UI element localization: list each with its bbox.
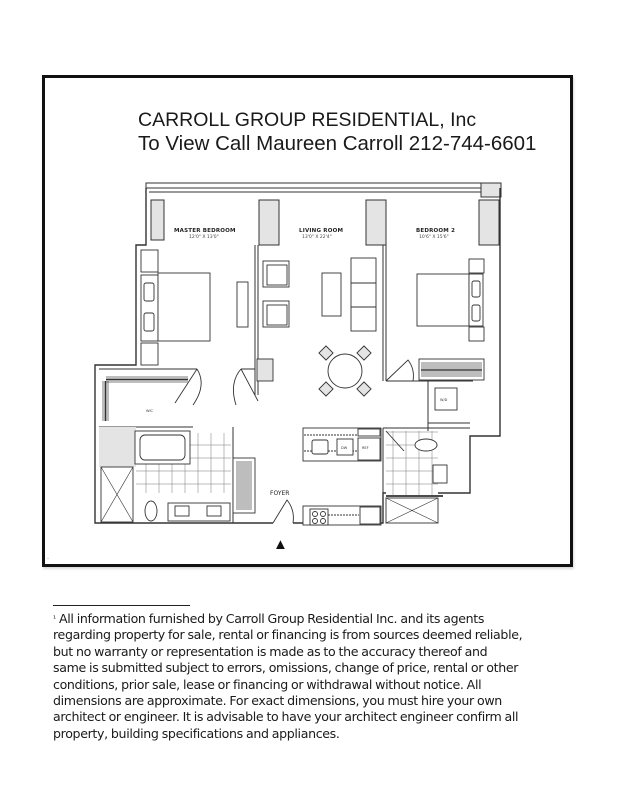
dw-label: DW	[341, 446, 348, 450]
disclaimer-text: All information furnished by Carroll Group Residential Inc. and its agents	[59, 611, 485, 626]
floor-plan-frame	[42, 75, 573, 567]
kitchen	[303, 428, 381, 525]
master-bath	[99, 427, 255, 522]
room-label-bedroom-2: BEDROOM 2	[416, 228, 456, 234]
corner-mark: ·	[47, 556, 49, 562]
footnote-marker: ¹	[53, 614, 56, 623]
disclaimer-footnote	[53, 611, 583, 742]
second-bath	[386, 431, 447, 523]
disclaimer-line-7: architect or engineer. It is advisable to have your architect engineer confirm all	[53, 709, 519, 725]
disclaimer-line-6: dimensions are approximate. For exact dimensions, you must hire your own	[53, 693, 502, 709]
room-dim-bedroom-2: 10'6" X 15'6"	[419, 235, 449, 240]
disclaimer-line-1	[53, 611, 583, 627]
room-label-living-room: LIVING ROOM	[299, 228, 344, 234]
living-room-furniture	[257, 258, 376, 396]
bedroom-2-furniture	[386, 259, 484, 410]
entry-arrow-icon: ▲	[273, 536, 288, 553]
wic-label: WIC	[146, 409, 153, 413]
disclaimer-line-5: conditions, prior sale, lease or financing or withdrawal without notice. All	[53, 676, 482, 692]
footnote-divider	[53, 605, 190, 606]
disclaimer-line-4: same is submitted subject to errors, omissions, change of price, rental or other	[53, 660, 519, 676]
walk-in-closet	[102, 369, 258, 421]
room-dim-living-room: 13'0" X 22'4"	[302, 235, 332, 240]
disclaimer-line-8: property, building specifications and appliances.	[53, 725, 340, 741]
master-bedroom-furniture	[141, 250, 248, 365]
entry-door	[273, 500, 293, 523]
ref-label: REF	[362, 446, 369, 450]
contact-line: To View Call Maureen Carroll 212-744-6601	[138, 132, 537, 155]
room-dim-master-bedroom: 12'0" X 13'0"	[189, 235, 219, 240]
company-title: CARROLL GROUP RESIDENTIAL, Inc	[138, 109, 477, 131]
wd-label: W/D	[440, 398, 448, 402]
room-label-master-bedroom: MASTER BEDROOM	[174, 228, 236, 234]
disclaimer-line-2: regarding property for sale, rental or financing is from sources deemed reliable,	[53, 627, 523, 643]
floor-plan-drawing	[45, 78, 570, 564]
disclaimer-line-3: but no warranty or representation is made as to the accuracy thereof and	[53, 643, 488, 659]
room-label-foyer: FOYER	[270, 490, 290, 497]
